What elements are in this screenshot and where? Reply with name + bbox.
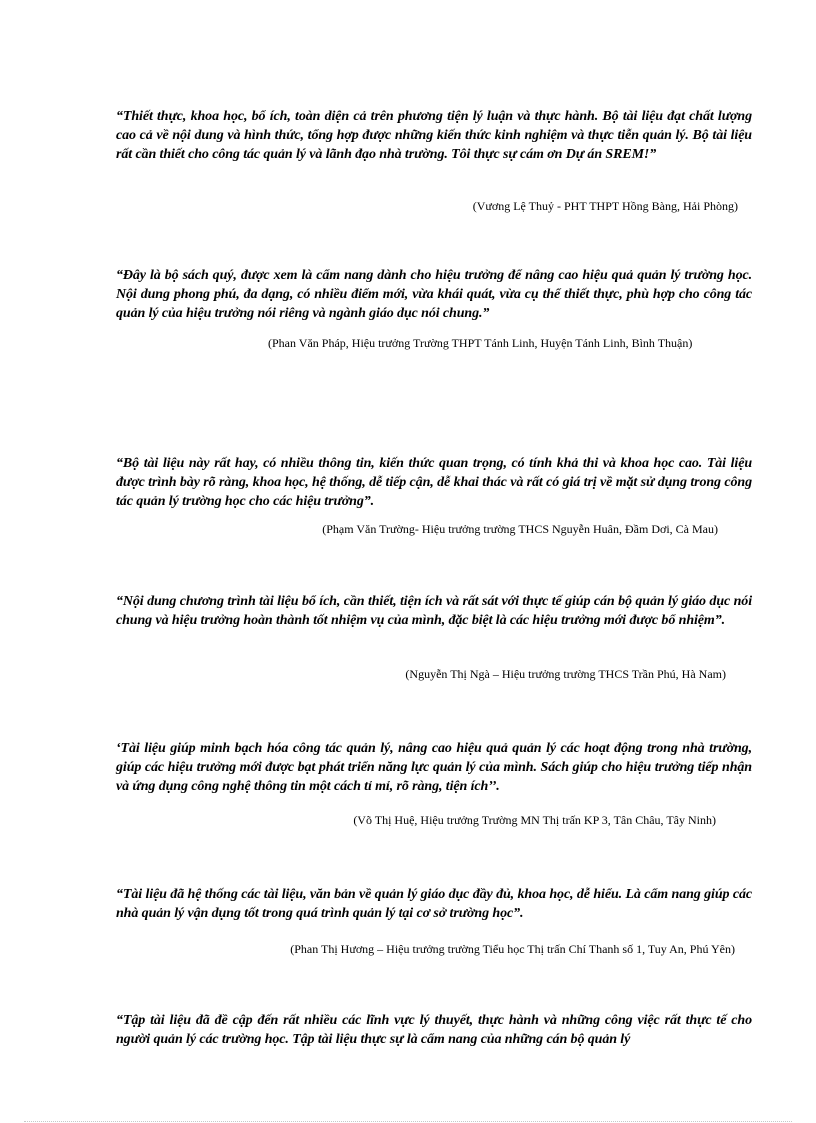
testimonial-quote: “Bộ tài liệu này rất hay, có nhiều thông tin, kiến thức quan trọng, có tính khả thi và khoa học cao. Tài liệu được trình bày rõ ràng, khoa học, hệ thống, dễ tiếp cận, dễ khai thác và rất có giá trị về mặt sử dụng trong công tác quản lý trường học cho các hiệu trưởng”. bbox=[116, 456, 752, 509]
testimonial-author: (Nguyễn Thị Ngà – Hiệu trưởng trường THCS Trần Phú, Hà Nam) bbox=[405, 667, 726, 681]
testimonial-author: (Võ Thị Huệ, Hiệu trưởng Trường MN Thị trấn KP 3, Tân Châu, Tây Ninh) bbox=[353, 813, 716, 827]
testimonial-author: (Vương Lệ Thuỷ - PHT THPT Hồng Bàng, Hải Phòng) bbox=[472, 199, 738, 213]
testimonial-author: (Phan Văn Pháp, Hiệu trưởng Trường THPT Tánh Linh, Huyện Tánh Linh, Bình Thuận) bbox=[268, 336, 693, 350]
testimonial-author: (Phan Thị Hương – Hiệu trưởng trường Tiểu học Thị trấn Chí Thanh số 1, Tuy An, Phú Yên) bbox=[290, 942, 735, 956]
testimonial-quote: ‘Tài liệu giúp minh bạch hóa công tác quản lý, nâng cao hiệu quả quản lý các hoạt động trong nhà trường, giúp các hiệu trưởng mới được bạt phát triển năng lực quản lý của mình. Sách giúp cho hiệu trưởng tiếp nhận và ứng dụng công nghệ thông tin một cách tỉ mỉ, rõ ràng, tiện ích’’. bbox=[116, 741, 752, 794]
testimonial-quote: “Nội dung chương trình tài liệu bổ ích, cần thiết, tiện ích và rất sát với thực tế giúp cán bộ quản lý giáo dục nói chung và hiệu trưởng hoàn thành tốt nhiệm vụ của mình, đặc biệt là các hiệu trưởng mới được bổ nhiệm”. bbox=[116, 594, 752, 628]
page-bottom-border bbox=[24, 1121, 792, 1122]
testimonial-quote: “Đây là bộ sách quý, được xem là cẩm nang dành cho hiệu trưởng để nâng cao hiệu quả quản lý trường học. Nội dung phong phú, đa dạng, có nhiều điểm mới, vừa khái quát, vừa cụ thể thiết thực, phù hợp cho công tác quản lý của hiệu trưởng nói riêng và ngành giáo dục nói chung.” bbox=[116, 268, 752, 321]
testimonial-quote: “Thiết thực, khoa học, bổ ích, toàn diện cả trên phương tiện lý luận và thực hành. Bộ tài liệu đạt chất lượng cao cả về nội dung và hình thức, tổng hợp được những kiến thức kinh nghiệm và thực tiễn quản lý. Bộ tài liệu rất cần thiết cho công tác quản lý và lãnh đạo nhà trường. Tôi thực sự cám ơn Dự án SREM!” bbox=[116, 109, 752, 162]
testimonial-quote: “Tập tài liệu đã đề cập đến rất nhiều các lĩnh vực lý thuyết, thực hành và những công việc rất thực tế cho người quản lý các trường học. Tập tài liệu thực sự là cẩm nang của những cán bộ quản lý bbox=[116, 1013, 752, 1047]
testimonial-quote: “Tài liệu đã hệ thống các tài liệu, văn bản về quản lý giáo dục đầy đủ, khoa học, dễ hiểu. Là cẩm nang giúp các nhà quản lý vận dụng tốt trong quá trình quản lý tại cơ sở trường học”. bbox=[116, 887, 752, 921]
testimonial-author: (Phạm Văn Trường- Hiệu trưởng trường THCS Nguyễn Huân, Đầm Dơi, Cà Mau) bbox=[322, 522, 718, 536]
